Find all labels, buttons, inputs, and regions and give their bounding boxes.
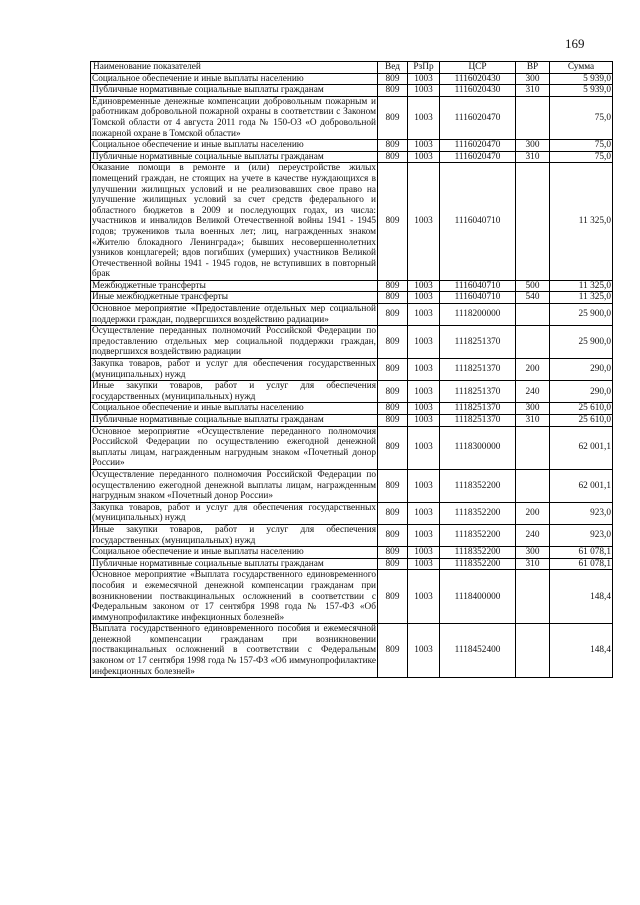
cell-ved: 809: [378, 292, 408, 304]
cell-ved: 809: [378, 558, 408, 570]
cell-csr: 1118251370: [440, 359, 516, 381]
cell-name: Оказание помощи в ремонте и (или) переустройстве жилых помещений граждан, не стоящих на учете в качестве нуждающихся в улучшении жилищных условий и не реализовавших свое право на улучшение жилищных условий за счет средств федерального и областного бюджетов в 2009 и последующих годах, из числа: участников и инвалидов Великой Отечественной войны 1941 - 1945 годов; тружеников тыла военных лет; лиц, награжденных знаком «Жителю блокадного Ленинграда»; бывших несовершеннолетних узников концлагерей; вдов погибших (умерших) участников Великой Отечественной войны 1941 - 1945 годов, не вступивших в повторный брак: [92, 163, 376, 280]
cell-csr: 1116040710: [440, 280, 516, 292]
cell-rzpr: 1003: [408, 85, 440, 97]
cell-ved: 809: [378, 96, 408, 139]
table-row: [91, 524, 613, 546]
cell-csr: 1116020470: [440, 140, 516, 152]
cell-ved: 809: [378, 469, 408, 502]
cell-sum: 25 900,0: [550, 304, 613, 326]
cell-rzpr: 1003: [408, 570, 440, 624]
table-row: [91, 570, 613, 624]
cell-sum: 148,4: [550, 570, 613, 624]
cell-ved: 809: [378, 163, 408, 281]
table-row: [91, 558, 613, 570]
table-row: [91, 624, 613, 678]
cell-name: Единовременные денежные компенсации добровольным пожарным и работникам добровольной пожарной охраны в соответствии с Законом Томской области от 4 августа 2011 года № 150-ОЗ «О добровольной пожарной охране в Томской области»: [92, 96, 376, 139]
cell-sum: 61 078,1: [550, 558, 613, 570]
cell-ved: 809: [378, 85, 408, 97]
cell-name: Закупка товаров, работ и услуг для обеспечения государственных (муниципальных) нужд: [92, 502, 376, 524]
table-row: [91, 85, 613, 97]
cell-name: Социальное обеспечение и иные выплаты населению: [91, 547, 378, 559]
cell-csr: 1118352200: [440, 558, 516, 570]
cell-name: Осуществление переданных полномочий Российской Федерации по предоставлению отдельных мер социальной поддержки граждан, подвергшихся воздействию радиации: [92, 326, 376, 358]
cell-rzpr: 1003: [408, 140, 440, 152]
cell-sum: 75,0: [550, 96, 613, 139]
cell-rzpr: 1003: [408, 426, 440, 469]
table-row: [91, 403, 613, 415]
cell-name: Публичные нормативные социальные выплаты гражданам: [91, 151, 378, 163]
cell-rzpr: 1003: [408, 502, 440, 524]
cell-csr: 1116020430: [440, 85, 516, 97]
cell-name: Основное мероприятие «Предоставление отдельных мер социальной поддержки граждан, подвергшихся воздействию радиации»: [92, 304, 376, 325]
cell-rzpr: 1003: [408, 558, 440, 570]
cell-ved: 809: [378, 547, 408, 559]
cell-vr: [516, 163, 550, 281]
header-ved: Вед: [378, 62, 408, 74]
header-csr: ЦСР: [440, 62, 516, 74]
table-row: [91, 469, 613, 502]
cell-rzpr: 1003: [408, 381, 440, 403]
cell-vr: 240: [516, 381, 550, 403]
cell-name: Основное мероприятие «Выплата государственного единовременного пособия и ежемесячной денежной компенсации гражданам при возникновении поствакцинальных осложнений в соответствии с Федеральным законом от 17 сентября 1998 года № 157-ФЗ «Об иммунопрофилактике инфекционных болезней»: [92, 570, 376, 623]
cell-vr: [516, 96, 550, 139]
cell-rzpr: 1003: [408, 469, 440, 502]
cell-name: Закупка товаров, работ и услуг для обеспечения государственных (муниципальных) нужд: [92, 359, 376, 380]
cell-ved: 809: [378, 73, 408, 85]
cell-sum: 11 325,0: [550, 292, 613, 304]
cell-rzpr: 1003: [408, 415, 440, 427]
cell-csr: 1116020470: [440, 96, 516, 139]
cell-name: Иные межбюджетные трансферты: [91, 292, 378, 304]
cell-csr: 1118251370: [440, 326, 516, 359]
cell-csr: 1118251370: [440, 381, 516, 403]
cell-csr: 1118352200: [440, 502, 516, 524]
cell-vr: [516, 326, 550, 359]
cell-ved: 809: [378, 381, 408, 403]
cell-sum: 62 001,1: [550, 469, 613, 502]
cell-sum: 11 325,0: [550, 280, 613, 292]
cell-vr: [516, 426, 550, 469]
cell-rzpr: 1003: [408, 151, 440, 163]
table-row: [91, 426, 613, 469]
cell-sum: 11 325,0: [550, 163, 613, 281]
cell-vr: 310: [516, 85, 550, 97]
cell-name: Социальное обеспечение и иные выплаты населению: [91, 73, 378, 85]
cell-sum: 25 610,0: [550, 403, 613, 415]
cell-ved: 809: [378, 326, 408, 359]
cell-sum: 923,0: [550, 524, 613, 546]
cell-csr: 1116020470: [440, 151, 516, 163]
cell-csr: 1118352200: [440, 547, 516, 559]
cell-vr: 310: [516, 415, 550, 427]
cell-csr: 1116040710: [440, 163, 516, 281]
cell-name: Осуществление переданного полномочия Российской Федерации по осуществлению ежегодной денежной выплаты лицам, награжденным нагрудным знаком «Почетный донор России»: [92, 469, 376, 502]
cell-vr: [516, 469, 550, 502]
cell-csr: 1118200000: [440, 304, 516, 326]
table-row: [91, 140, 613, 152]
cell-rzpr: 1003: [408, 304, 440, 326]
table-row: [91, 151, 613, 163]
cell-rzpr: 1003: [408, 403, 440, 415]
cell-vr: 240: [516, 524, 550, 546]
cell-csr: 1118352200: [440, 524, 516, 546]
cell-name: Социальное обеспечение и иные выплаты населению: [91, 403, 378, 415]
cell-sum: 62 001,1: [550, 426, 613, 469]
cell-ved: 809: [378, 502, 408, 524]
cell-sum: 923,0: [550, 502, 613, 524]
cell-ved: 809: [378, 304, 408, 326]
cell-name: Публичные нормативные социальные выплаты гражданам: [91, 85, 378, 97]
table-row: [91, 73, 613, 85]
cell-csr: 1118352200: [440, 469, 516, 502]
cell-rzpr: 1003: [408, 163, 440, 281]
cell-vr: [516, 624, 550, 678]
cell-rzpr: 1003: [408, 624, 440, 678]
cell-rzpr: 1003: [408, 96, 440, 139]
cell-vr: 200: [516, 359, 550, 381]
cell-vr: 300: [516, 403, 550, 415]
cell-vr: 300: [516, 140, 550, 152]
cell-csr: 1116040710: [440, 292, 516, 304]
header-sum: Сумма: [550, 62, 613, 74]
cell-sum: 25 610,0: [550, 415, 613, 427]
cell-vr: [516, 570, 550, 624]
cell-sum: 5 939,0: [550, 73, 613, 85]
page-number: 169: [565, 36, 585, 51]
cell-rzpr: 1003: [408, 326, 440, 359]
table-row: [91, 381, 613, 403]
cell-ved: 809: [378, 426, 408, 469]
header-rzpr: РзПр: [408, 62, 440, 74]
cell-csr: 1116020430: [440, 73, 516, 85]
cell-ved: 809: [378, 140, 408, 152]
table-row: [91, 415, 613, 427]
cell-sum: 25 900,0: [550, 326, 613, 359]
table-row: [91, 96, 613, 139]
cell-name: Выплата государственного единовременного пособия и ежемесячной денежной компенсации гражданам при возникновении поствакцинальных осложнений в соответствии с Федеральным законом от 17 сентября 1998 года № 157-ФЗ «Об иммунопрофилактике инфекционных болезней»: [92, 624, 376, 677]
table-row: [91, 280, 613, 292]
header-name: Наименование показателей: [91, 62, 378, 74]
cell-csr: 1118251370: [440, 415, 516, 427]
cell-csr: 1118251370: [440, 403, 516, 415]
cell-rzpr: 1003: [408, 547, 440, 559]
table-row: [91, 304, 613, 326]
cell-csr: 1118300000: [440, 426, 516, 469]
cell-name: Публичные нормативные социальные выплаты гражданам: [91, 558, 378, 570]
cell-ved: 809: [378, 280, 408, 292]
cell-name: Межбюджетные трансферты: [91, 280, 378, 292]
cell-vr: 300: [516, 547, 550, 559]
cell-name: Социальное обеспечение и иные выплаты населению: [91, 140, 378, 152]
cell-rzpr: 1003: [408, 292, 440, 304]
cell-name: Публичные нормативные социальные выплаты гражданам: [91, 415, 378, 427]
cell-sum: 5 939,0: [550, 85, 613, 97]
cell-name: Основное мероприятие «Осуществление переданного полномочия Российской Федерации по осуществлению ежегодной денежной выплаты лицам, награжденным нагрудным знаком «Почетный донор России»: [92, 426, 376, 469]
cell-vr: 500: [516, 280, 550, 292]
table-row: [91, 163, 613, 281]
cell-ved: 809: [378, 415, 408, 427]
header-vr: ВР: [516, 62, 550, 74]
cell-sum: 61 078,1: [550, 547, 613, 559]
budget-table: [90, 61, 613, 678]
cell-ved: 809: [378, 359, 408, 381]
cell-vr: 310: [516, 558, 550, 570]
table-row: [91, 502, 613, 524]
cell-vr: 540: [516, 292, 550, 304]
cell-csr: 1118452400: [440, 624, 516, 678]
cell-sum: 75,0: [550, 140, 613, 152]
cell-vr: 300: [516, 73, 550, 85]
cell-rzpr: 1003: [408, 280, 440, 292]
table-row: [91, 326, 613, 359]
table-header-row: [91, 62, 613, 74]
table-row: [91, 292, 613, 304]
cell-ved: 809: [378, 151, 408, 163]
cell-ved: 809: [378, 570, 408, 624]
cell-vr: [516, 304, 550, 326]
cell-sum: 148,4: [550, 624, 613, 678]
cell-name: Иные закупки товаров, работ и услуг для обеспечения государственных (муниципальных) нужд: [92, 524, 376, 546]
cell-vr: 310: [516, 151, 550, 163]
cell-ved: 809: [378, 624, 408, 678]
cell-rzpr: 1003: [408, 73, 440, 85]
cell-sum: 290,0: [550, 359, 613, 381]
cell-sum: 75,0: [550, 151, 613, 163]
cell-csr: 1118400000: [440, 570, 516, 624]
cell-sum: 290,0: [550, 381, 613, 403]
cell-vr: 200: [516, 502, 550, 524]
table-row: [91, 547, 613, 559]
cell-rzpr: 1003: [408, 359, 440, 381]
cell-ved: 809: [378, 524, 408, 546]
cell-name: Иные закупки товаров, работ и услуг для обеспечения государственных (муниципальных) нужд: [92, 381, 376, 402]
table-row: [91, 359, 613, 381]
cell-rzpr: 1003: [408, 524, 440, 546]
cell-ved: 809: [378, 403, 408, 415]
